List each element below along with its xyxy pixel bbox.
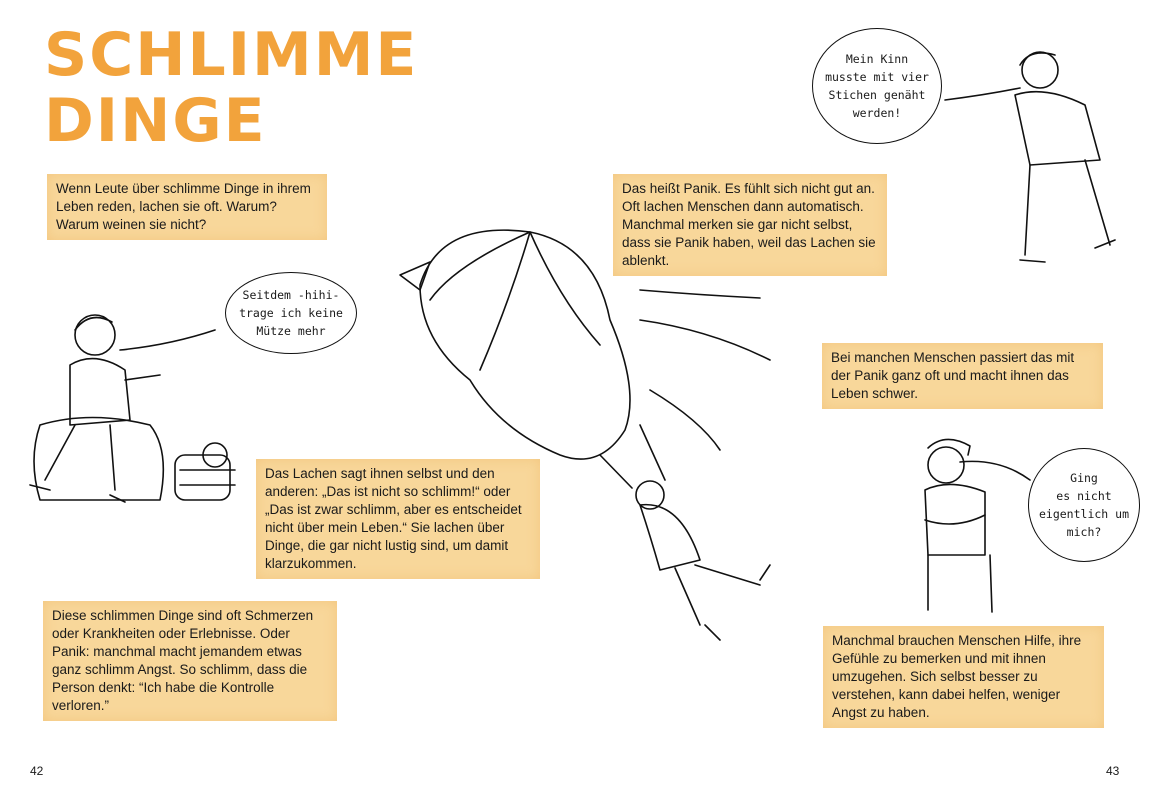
bubble-line: Mütze mehr [256,324,326,338]
title-line-1: SCHLIMME [44,20,419,90]
page-number-left: 42 [30,764,44,778]
bubble-line: Seitdem -hihi- [242,288,340,302]
title-line-2: DINGE [44,86,267,156]
standing-person-illustration [945,52,1115,262]
bubble-line: eigentlich um [1038,507,1129,521]
intro-text-box: Wenn Leute über schlimme Dinge in ihrem Leben reden, lachen sie oft. Warum? Warum weinen sie nicht? [47,174,327,240]
bubble-line: trage ich keine [239,306,343,320]
laughter-text-box: Das Lachen sagt ihnen selbst und den anderen: „Das ist nicht so schlimm!“ oder „Das ist zwar schlimm, aber es entscheidet nicht über mein Leben.“ Sie lachen über Dinge, die gar nicht lustig sind, um damit klarzukommen. [256,459,540,579]
bubble-line: es nicht [1056,489,1112,503]
speech-bubble-cap [225,272,357,354]
bubble-line: Mein Kinn [845,52,909,66]
crossed-arms-person-illustration [925,439,1030,612]
speech-bubble-me [1028,448,1140,562]
pain-text-box: Diese schlimmen Dinge sind oft Schmerzen oder Krankheiten oder Erlebnisse. Oder Panik: manchmal macht jemandem etwas ganz schlimm Angst. So schlimm, dass die Person denkt: “Ich habe die Kontrolle verloren.” [43,601,337,721]
sitting-person-illustration [30,315,235,502]
panic-text-box: Das heißt Panik. Es fühlt sich nicht gut an. Oft lachen Menschen dann automatisch. Manchmal merken sie gar nicht selbst, dass sie Panik haben, weil das Lachen sie ablenkt. [613,174,887,276]
speech-bubble-chin [812,28,942,144]
bubble-line: Ging [1070,471,1098,485]
page-number-right: 43 [1106,764,1120,778]
bubble-line: werden! [852,106,902,120]
bubble-line: Stichen genäht [828,88,926,102]
bubble-line: musste mit vier [825,70,929,84]
help-text-box: Manchmal brauchen Menschen Hilfe, ihre Gefühle zu bemerken und mit ihnen umzugehen. Sich selbst besser zu verstehen, kann dabei helfen, weniger Angst zu haben. [823,626,1104,728]
bubble-line: mich? [1066,525,1102,539]
frequent-panic-text-box: Bei manchen Menschen passiert das mit der Panik ganz oft und macht ihnen das Leben schwer. [822,343,1103,409]
